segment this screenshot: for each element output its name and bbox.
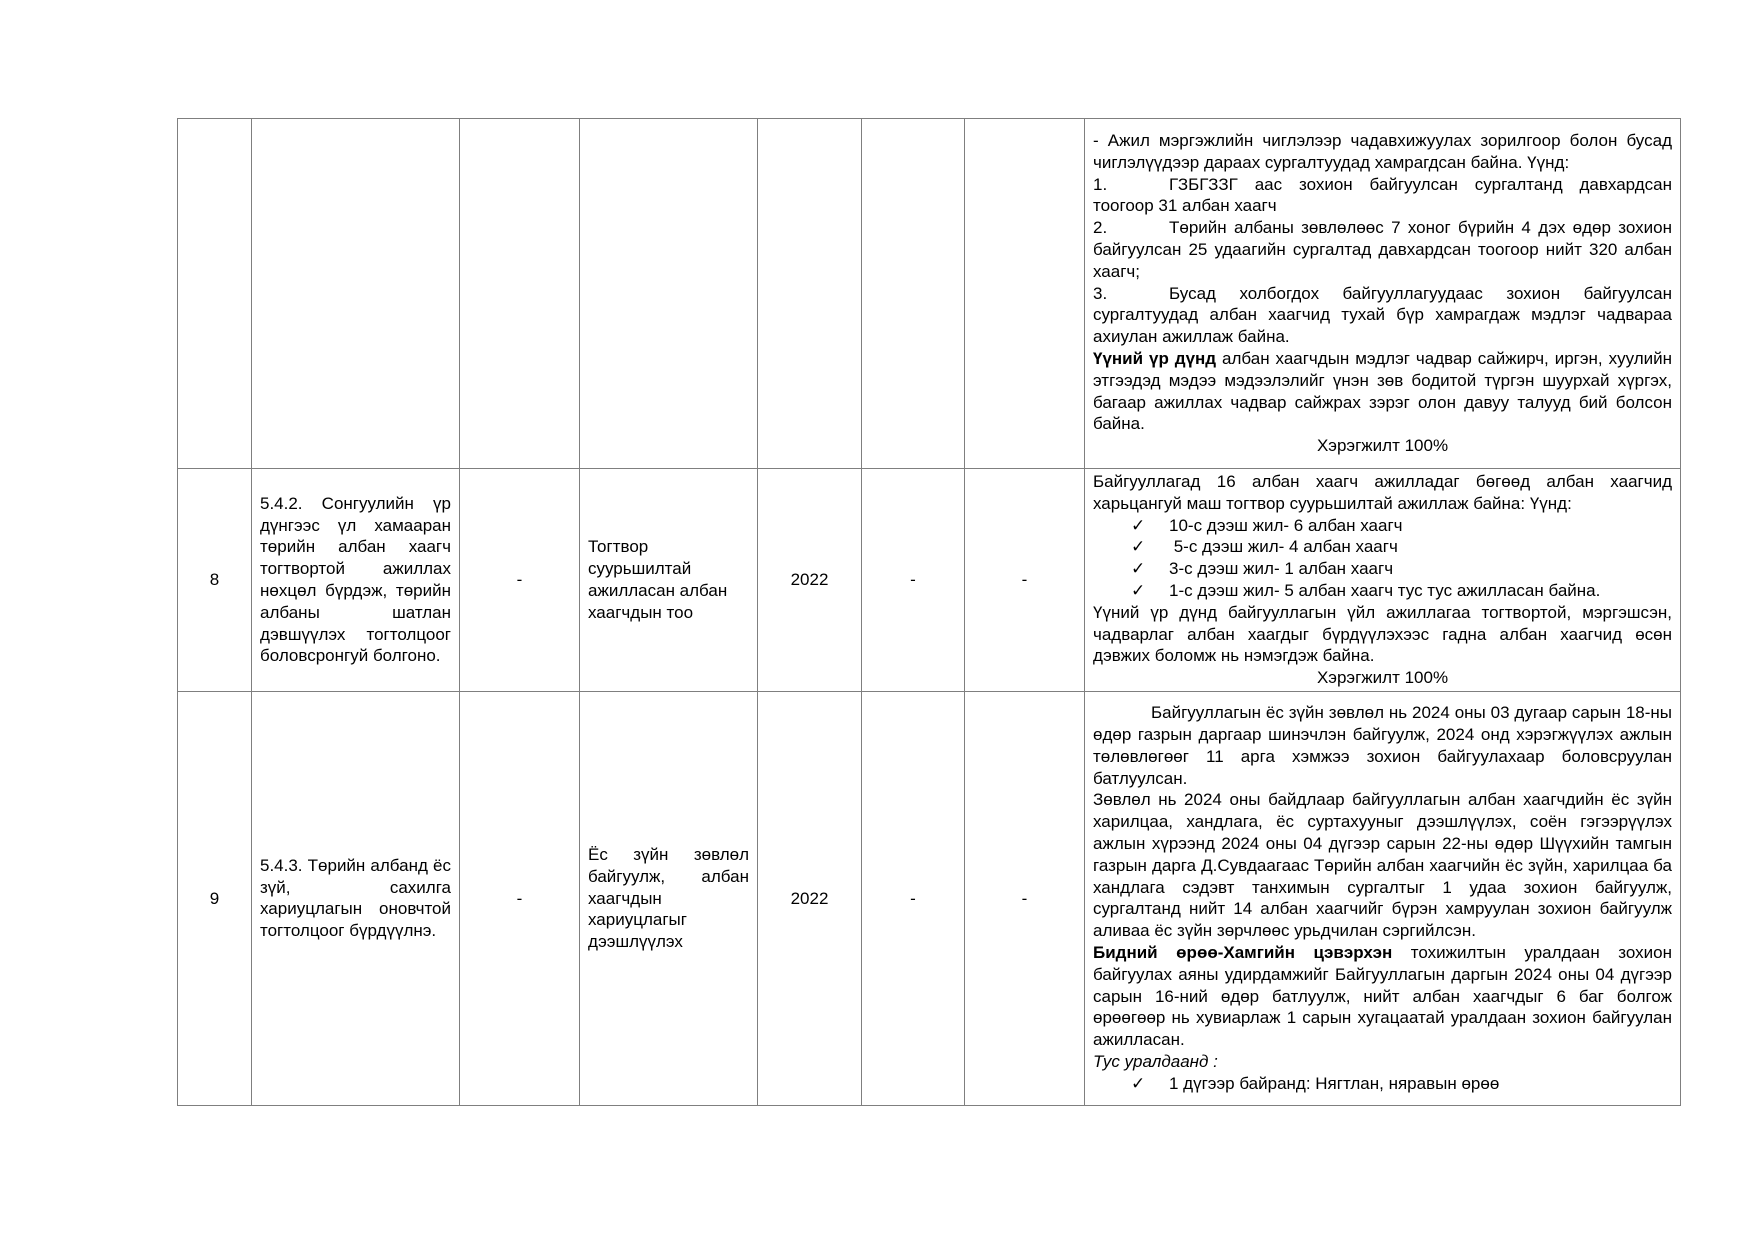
cell-measure	[252, 119, 460, 469]
execution-rate: Хэрэгжилт 100%	[1316, 668, 1449, 688]
cell-col7: -	[965, 469, 1085, 692]
cell-implementation	[1085, 691, 1681, 1105]
list-item: 1. ГЗБГЗЗГ аас зохион байгуулсан сургалтанд давхардсан тоогоор 31 албан хаагч	[1093, 174, 1672, 216]
cell-no: 9	[178, 691, 252, 1105]
cell-no: 8	[178, 469, 252, 692]
check-icon: ✓	[1131, 1073, 1146, 1093]
cell-col6: -	[862, 691, 965, 1105]
list-item: ✓ 10-с дээш жил- 6 албан хаагч	[1131, 515, 1403, 535]
list-item: ✓ 1 дүгээр байранд: Нягтлан, няравын өрөө	[1131, 1073, 1500, 1093]
table-row-8	[178, 469, 1681, 692]
check-icon: ✓	[1131, 537, 1146, 557]
table-row-9	[178, 691, 1681, 1105]
list-item: 3. Бусад холбогдох байгууллагуудаас зохион байгуулсан сургалтуудад албан хаагчид тухай бүр хамрагдаж мэдлэг чадвараа ахиулан ажиллаж байна.	[1093, 283, 1672, 347]
cell-year	[758, 119, 862, 469]
cell-implementation	[1085, 469, 1681, 692]
cell-indicator	[580, 119, 758, 469]
cell-col7	[965, 119, 1085, 469]
check-icon: ✓	[1131, 515, 1146, 535]
check-icon: ✓	[1131, 580, 1146, 600]
cell-baseline	[460, 119, 580, 469]
result-paragraph: Үүний үр дүнд байгууллагын үйл ажиллагаа тогтвортой, мэргэшсэн, чадварлаг албан хаагдыг бүрдүүлэхээс гадна албан хаагчид өсөн дэвжих боломж нь нэмэгдэж байна.	[1093, 602, 1672, 666]
training-intro: - Ажил мэргэжлийн чиглэлээр чадавхижуулах зорилгоор болон бусад чиглэлүүдээр дараах сургалтуудад хамрагдсан байна. Үүнд:	[1093, 131, 1672, 172]
cell-year: 2022	[758, 691, 862, 1105]
competition-results-heading: Тус уралдаанд :	[1093, 1052, 1218, 1072]
cell-col6: -	[862, 469, 965, 692]
cell-measure: 5.4.2. Сонгуулийн үр дүнгээс үл хамааран төрийн албан хаагч тогтвортой ажиллах нөхцөл бүрдэж, төрийн албаны шатлан дэвшүүлэх тогтолцоог боловсронгуй болгоно.	[252, 469, 460, 692]
staff-intro: Байгууллагад 16 албан хаагч ажилладаг бөгөөд албан хаагчид харьцангуй маш тогтвор суурьшилтай ажиллаж байна: Үүнд:	[1093, 472, 1672, 513]
cell-baseline: -	[460, 469, 580, 692]
ethics-training-paragraph: Зөвлөл нь 2024 оны байдлаар байгууллагын албан хаагчдийн ёс зүйн харилцаа, хандлага, ёс суртахууныг дээшлүүлэх, соён гэгээрүүлэх ажлын хүрээнд 2024 оны 04 дүгээр сарын 22-ны өдөр Шүүхийн тамгын газрын дарга Д.Сувдаагаас Төрийн албан хаагчийн ёс зүйн, харилцаа ба хандлага сэдэвт танхимын сургалтыг 1 удаа зохион байгуулж, сургалтанд нийт 14 албан хаагчийг бүрэн хамруулан зохион байгуулж аливаа ёс зүйн зөрчлөөс урьдчилан сэргийлсэн.	[1093, 790, 1672, 941]
cell-indicator: Тогтвор суурьшилтай ажилласан албан хаагчдын тоо	[580, 469, 758, 692]
list-item: ✓ 1-с дээш жил- 5 албан хаагч тус тус ажилласан байна.	[1131, 580, 1601, 600]
ethics-council-paragraph: Байгууллагын ёс зүйн зөвлөл нь 2024 оны 03 дугаар сарын 18-ны өдөр газрын даргаар шинэчлэн байгуулж, 2024 онд хэрэгжүүлэх ажлын төлөвлөгөөг 11 арга хэмжээ зохион байгуулахаар боловсруулан батлуулсан.	[1093, 703, 1672, 788]
competition-paragraph: Бидний өрөө-Хамгийн цэвэрхэн тохижилтын уралдаан зохион байгуулах аяны удирдамжийг Байгууллагын даргын 2024 оны 04 дүгээр сарын 16-ний өдөр батлуулж, нийт албан хаагчдыг 6 баг болгож өрөөгөөр нь хувиарлаж 1 сарын хугацаатай уралдаан зохион байгуулан ажилласан.	[1093, 943, 1672, 1050]
list-item: ✓ 3-с дээш жил- 1 албан хаагч	[1131, 559, 1394, 579]
cell-year: 2022	[758, 469, 862, 692]
cell-implementation	[1085, 119, 1681, 469]
plan-implementation-table	[177, 118, 1681, 1106]
cell-col7: -	[965, 691, 1085, 1105]
list-item: 2. Төрийн албаны зөвлөлөөс 7 хоног бүрийн 4 дэх өдөр зохион байгуулсан 25 удаагийн сургалтад давхардсан тоогоор нийт 320 албан хаагч;	[1093, 218, 1672, 281]
check-icon: ✓	[1131, 559, 1146, 579]
execution-rate: Хэрэгжилт 100%	[1316, 436, 1449, 456]
cell-baseline: -	[460, 691, 580, 1105]
cell-col6	[862, 119, 965, 469]
cell-no	[178, 119, 252, 469]
cell-measure: 5.4.3. Төрийн албанд ёс зүй, сахилга хариуцлагын оновчтой тогтолцоог бүрдүүлнэ.	[252, 691, 460, 1105]
table-row-continued	[178, 119, 1681, 469]
list-item: ✓ 5-с дээш жил- 4 албан хаагч	[1131, 537, 1398, 557]
cell-indicator: Ёс зүйн зөвлөл байгуулж, албан хаагчдын хариуцлагыг дээшлүүлэх	[580, 691, 758, 1105]
result-paragraph: Үүний үр дүнд албан хаагчдын мэдлэг чадвар сайжирч, иргэн, хуулийн этгээдэд мэдээ мэдээлэлийг үнэн зөв бодитой түргэн шуурхай хүргэх, багаар ажиллах чадвар сайжрах зэрэг олон давуу талууд бий болсон байна.	[1093, 348, 1672, 434]
